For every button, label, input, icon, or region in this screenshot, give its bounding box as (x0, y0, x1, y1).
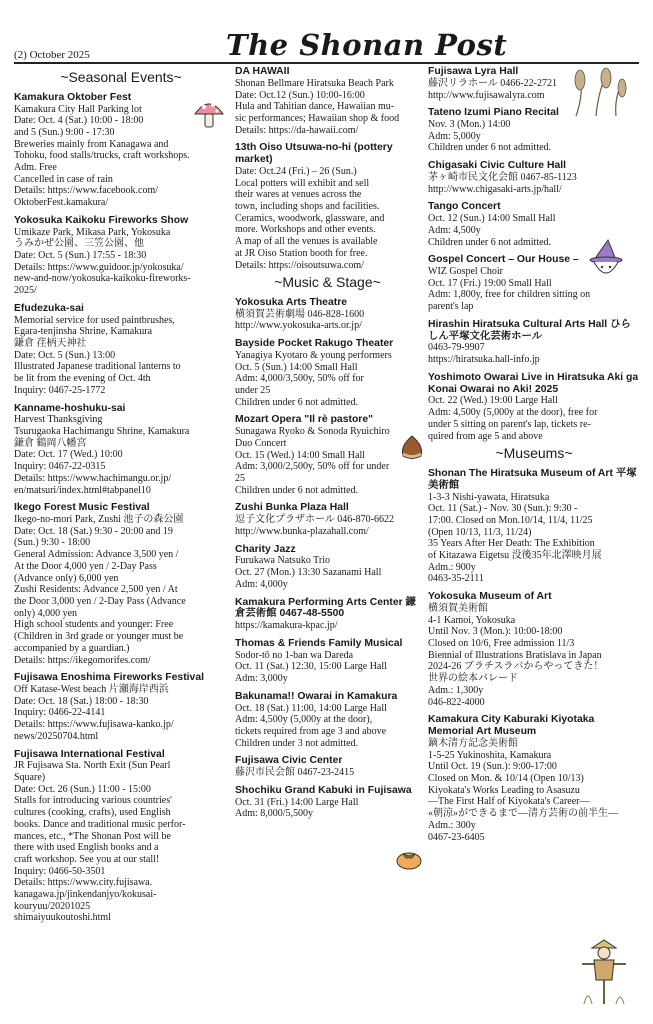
event-item (428, 160, 640, 195)
event-detail-line: Date: Oct. 18 (Sat.) 9:30 - 20:00 and 19 (14, 525, 173, 537)
event-detail-line: accompanied by a guardian.) (14, 642, 130, 654)
issue-date: (2) October 2025 (14, 49, 90, 61)
event-detail-line: 藤沢市民会館 0467-23-2415 (235, 767, 355, 779)
event-detail-line: Square) (14, 772, 46, 784)
event-detail-line: A map of all the venues is available (235, 236, 378, 248)
event-detail-line: Date: Oct. 5 (Sun.) 17:55 - 18:30 (14, 250, 147, 262)
event-detail-line: http://www.chigasaki-arts.jp/hall/ (428, 183, 562, 195)
event-detail-line: Details: https://oisoutsuwa.com/ (235, 259, 364, 271)
event-detail-line: Oct. 31 (Fri.) 14:00 Large Hall (235, 796, 359, 808)
event-detail-line: 0467-23-6405 (428, 831, 485, 843)
event-item (14, 502, 228, 666)
event-detail-line: Details: https://da-hawaii.com/ (235, 124, 359, 136)
event-detail-line: 17:00. Closed on Mon.10/14, 11/4, 11/25 (428, 514, 593, 526)
event-detail-line: http://www.yokosuka-arts.or.jp/ (235, 320, 362, 332)
event-detail-line: Sunagawa Ryoko & Sonoda Ryuichiro (235, 426, 390, 438)
event-detail-line: 藤沢リラホール 0466-22-2721 (428, 77, 557, 89)
event-detail-line: http://www.fujisawalyra.com (428, 89, 545, 101)
event-detail-line: Stalls for introducing various countries' (14, 795, 172, 807)
section-heading-museums: ~Museums~ (495, 445, 573, 462)
event-detail-line: Nov. 3 (Mon.) 14:00 (428, 119, 511, 130)
event-detail-line: Adm.: 300y (428, 819, 476, 831)
pampas-grass-icon (566, 66, 632, 118)
event-detail-line: (Children in 3rd grade or younger must be (14, 631, 184, 643)
event-item (14, 403, 228, 497)
event-item (428, 714, 640, 843)
event-detail-line: 逗子文化プラザホール 046-870-6622 (235, 514, 394, 526)
event-detail-line: Illustrated Japanese traditional lanterns to (14, 361, 181, 373)
event-detail-line: 茅ヶ崎市民文化会館 0467-85-1123 (428, 171, 577, 183)
event-detail-line: うみかぜ公園、三笠公園、他 (14, 238, 144, 250)
event-detail-line: en/matsuri/index.html#tabpanel10 (14, 484, 151, 496)
header-rule (14, 62, 639, 64)
event-detail-line: Inquiry: 0467-22-0315 (14, 461, 106, 473)
event-detail-line: new-and-now/yokosuka-kaikoku-fireworks- (14, 273, 191, 285)
event-detail-line: Zushi Residents: Advance 2,500 yen / At (14, 584, 178, 596)
column-middle (235, 66, 420, 1021)
event-detail-line: Oct. 5 (Sun.) 14:00 Small Hall (235, 361, 358, 373)
event-detail-line: 1-5-25 Yukinoshita, Kamakura (428, 749, 552, 761)
event-detail-line: Adm.: 1,300y (428, 684, 484, 696)
event-detail-line: there with used English books and a (14, 842, 159, 854)
mushroom-icon (192, 96, 226, 130)
event-detail-line: Breweries mainly from Kanagawa and (14, 138, 169, 150)
event-detail-line: Duo Concert (235, 437, 287, 449)
event-item (235, 755, 420, 779)
event-item (235, 338, 420, 408)
event-detail-line: Oct. 27 (Mon.) 13:30 Sazanami Hall (235, 567, 382, 579)
event-item (428, 319, 640, 366)
event-detail-line: Kiyokata's Works Leading to Asasuzu (428, 784, 580, 796)
event-detail-line: under 25 (235, 385, 271, 397)
event-detail-line: Inquiry: 0466-22-4141 (14, 707, 106, 719)
event-detail-line: Date: Oct. 17 (Wed.) 10:00 (14, 449, 123, 461)
event-detail-line: Date: Oct.24 (Fri.) – 26 (Sun.) (235, 165, 357, 177)
event-title: Fujisawa Civic Center (235, 755, 343, 767)
event-detail-line: Adm. Free (14, 162, 57, 174)
event-item (14, 672, 228, 742)
event-detail-line: of Kitazawa Eigetsu 没後35年北澤映月展 (428, 550, 602, 562)
event-title: Kamakura Oktober Fest (14, 91, 132, 103)
event-item (235, 638, 420, 685)
event-detail-line: Biennial of Illustrations Bratislava in Japan (428, 649, 602, 661)
event-item (235, 502, 420, 537)
event-detail-line: Details: https://www.city.fujisawa. (14, 877, 153, 889)
event-title: Zushi Bunka Plaza Hall (235, 502, 349, 514)
event-detail-line: 世界の絵本パレード (428, 673, 518, 685)
event-detail-line: Cancelled in case of rain (14, 173, 113, 185)
event-detail-line: Date: Oct. 5 (Sun.) 13:00 (14, 349, 116, 361)
event-detail-line: Ikego-no-mori Park, Zushi 池子の森公園 (14, 514, 184, 526)
event-detail-line: 0463-35-2111 (428, 573, 484, 585)
event-detail-line: Oct. 17 (Fri.) 19:00 Small Hall (428, 277, 552, 289)
event-detail-line: Details: https://ikegomorifes.com/ (14, 654, 151, 666)
event-detail-line: Adm: 3,000y (235, 673, 288, 685)
event-detail-line: 2024-26 ブラチスラバからやってきた！ (428, 661, 604, 673)
event-detail-line: 横須賀美術館 (428, 602, 488, 614)
event-detail-line: Sodor-tō no 1-ban wa Dareda (235, 649, 354, 661)
event-item (428, 591, 640, 708)
event-detail-line: 鎌倉 鶴岡八幡宮 (14, 437, 87, 449)
newsletter-title: The Shonan Post (226, 28, 508, 62)
event-detail-line: Details: https://www.fujisawa-kanko.jp/ (14, 719, 174, 731)
event-detail-line: Hula and Tahitian dance, Hawaiian mu- (235, 101, 395, 113)
event-detail-line: Yanagiya Kyotaro & young performers (235, 349, 392, 361)
event-detail-line: At the Door 4,000 yen / 2-Day Pass (14, 560, 157, 572)
event-detail-line: Memorial service for used paintbrushes, (14, 314, 175, 326)
event-item (235, 297, 420, 332)
event-detail-line: Oct. 22 (Wed.) 19:00 Large Hall (428, 395, 558, 407)
event-detail-line: Adm: 8,000/5,500y (235, 808, 314, 820)
event-detail-line: 2025/ (14, 285, 37, 297)
event-detail-line: sic performances; Hawaiian shop & food (235, 112, 400, 124)
event-detail-line: Off Katase-West beach 片瀬海岸西浜 (14, 684, 169, 696)
section-heading-music: ~Music & Stage~ (274, 274, 381, 291)
event-detail-line: Shonan Bellmare Hiratsuka Beach Park (235, 77, 394, 89)
event-detail-line: Oct. 11 (Sat.) 12:30, 15:00 Large Hall (235, 661, 387, 673)
event-detail-line: 鏑木清方記念美術館 (428, 737, 518, 749)
event-item (14, 303, 228, 397)
section-heading-seasonal: ~Seasonal Events~ (60, 69, 182, 85)
event-item (235, 544, 420, 591)
event-title: Tango Concert (428, 201, 501, 213)
event-detail-line: Children under 3 not admitted. (235, 737, 359, 749)
event-title: Bakunama!! Owarai in Kamakura (235, 690, 398, 702)
event-detail-line: Inquiry: 0466-50-3501 (14, 865, 106, 877)
event-detail-line: craft workshop. See you at our stall! (14, 853, 160, 865)
event-title: Fujisawa International Festival (14, 748, 165, 760)
event-detail-line: Adm: 4,500y (5,000y at the door), (235, 714, 373, 726)
event-detail-line: —The First Half of Kiyokata's Career— (428, 796, 590, 808)
event-title: Efudezuka-sai (14, 302, 84, 314)
event-detail-line: 25 (235, 473, 245, 485)
event-detail-line: Oct. 11 (Sat.) - Nov. 30 (Sun.): 9:30 - (428, 503, 578, 515)
event-detail-line: Until Oct. 19 (Sun.): 9:00-17:00 (428, 761, 557, 773)
event-detail-line: Ceramics, woodwork, glassware, and (235, 212, 385, 224)
event-item (235, 597, 420, 632)
event-detail-line: be lit from the evening of Oct. 4th (14, 373, 151, 385)
event-detail-line: Adm: 5,000y (428, 130, 481, 142)
event-detail-line: (Open 10/13, 11/3, 11/24) (428, 526, 532, 538)
event-detail-line: under 5 sitting on parent's lap, tickets re- (428, 418, 591, 430)
event-detail-line: Children under 6 not admitted. (428, 236, 552, 248)
event-title: Gospel Concert – Our House – (428, 254, 579, 266)
event-detail-line: only) 4,000 yen (14, 607, 78, 619)
museum-list (428, 468, 640, 843)
event-detail-line: Inquiry: 0467-25-1772 (14, 384, 106, 396)
event-detail-line: the Door 3,000 yen / 2-Day Pass (Advance (14, 596, 186, 607)
event-detail-line: 1-3-3 Nishi-yawata, Hiratsuka (428, 491, 550, 503)
event-detail-line: Details: https://www.hachimangu.or.jp/ (14, 472, 172, 484)
event-detail-line: 35 Years After Her Death: The Exhibition (428, 538, 595, 550)
event-detail-line: tickets required from age 3 and above (235, 725, 387, 737)
event-title: Charity Jazz (235, 543, 296, 555)
event-detail-line: 横須賀芸術劇場 046-828-1600 (235, 308, 365, 320)
event-detail-line: «朝涼»ができるまで—清方芸術の前半生— (428, 808, 618, 820)
event-detail-line: Harvest Thanksgiving (14, 414, 103, 426)
event-detail-line: Closed on Mon. & 10/14 (Open 10/13) (428, 772, 584, 784)
event-title: Kamakura Performing Arts Center 鎌倉芸術館 0467-48-5500 (235, 596, 416, 620)
event-detail-line: more. Workshops and other events. (235, 224, 376, 236)
event-detail-line: shimaiyuukoutoshi.html (14, 912, 111, 924)
event-detail-line: General Admission: Advance 3,500 yen / (14, 549, 179, 561)
event-detail-line: (Sun.) 9:30 - 18:00 (14, 537, 91, 549)
event-detail-line: Oct. 15 (Wed.) 14:00 Small Hall (235, 449, 366, 461)
event-detail-line: Adm: 1,800y, free for children sitting on (428, 289, 591, 301)
event-detail-line: town, including shops and facilities. (235, 201, 380, 213)
event-title: Mozart Opera "Il rè pastore" (235, 414, 374, 426)
event-detail-line: Children under 6 not admitted. (428, 142, 552, 154)
event-detail-line: OktoberFest.kamakura/ (14, 197, 109, 209)
event-detail-line: https://hiratsuka.hall-info.jp (428, 354, 540, 366)
event-detail-line: Adm.: 900y (428, 561, 476, 573)
event-item (428, 468, 640, 585)
event-item (235, 785, 420, 820)
event-detail-line: https://kamakura-kpac.jp/ (235, 620, 338, 632)
persimmon-icon (395, 848, 423, 870)
event-detail-line: Date: Oct. 18 (Sat.) 18:00 - 18:30 (14, 695, 149, 707)
music-venues (235, 297, 420, 820)
event-detail-line: news/20250704.html (14, 730, 99, 742)
event-detail-line: Tohoku, food stalls/trucks, craft workshops. (14, 150, 190, 162)
event-title: Bayside Pocket Rakugo Theater (235, 338, 394, 350)
event-detail-line: Furukawa Natsuko Trio (235, 555, 331, 567)
event-detail-line: JR Fujisawa Sta. North Exit (Sun Pearl (14, 760, 171, 772)
event-title: Ikego Forest Music Festival (14, 502, 150, 514)
event-detail-line: books. Dance and traditional music perfor- (14, 818, 186, 830)
event-item (428, 372, 640, 442)
event-item (235, 414, 420, 496)
event-detail-line: Umikaze Park, Mikasa Park, Yokosuka (14, 226, 171, 238)
column-right (428, 66, 640, 1021)
event-detail-line: Children under 6 not admitted. (235, 396, 359, 408)
event-detail-line: and 5 (Sun.) 9:00 - 17:30 (14, 126, 115, 138)
event-detail-line: Until Nov. 3 (Mon.): 10:00-18:00 (428, 626, 563, 638)
event-detail-line: Adm: 4,000/3,500y, 50% off for (235, 373, 364, 385)
event-item (14, 749, 228, 925)
event-detail-line: their wares at venues across the (235, 189, 362, 201)
event-detail-line: 鎌倉 荏柄天神社 (14, 338, 87, 350)
event-detail-line: Adm: 4,500y (5,000y at the door), free for (428, 407, 598, 419)
witch-hat-ghost-icon (586, 238, 626, 282)
middle-events (235, 66, 420, 271)
event-detail-line: kouryuu/20201025 (14, 900, 91, 912)
event-title: Thomas & Friends Family Musical (235, 637, 403, 649)
event-detail-line: Tsurugaoka Hachimangu Shrine, Kamakura (14, 426, 190, 438)
event-detail-line: (Advance only) 6,000 yen (14, 572, 119, 584)
event-detail-line: quired from age 5 and above (428, 430, 543, 442)
event-detail-line: Adm: 4,500y (428, 224, 481, 236)
event-detail-line: Details: https://www.facebook.com/ (14, 185, 159, 197)
event-item (235, 142, 420, 271)
event-item (235, 691, 420, 750)
event-title: Fujisawa Lyra Hall (428, 66, 519, 77)
event-detail-line: Adm: 4,000y (235, 578, 288, 590)
event-detail-line: cultures (cooking, crafts), used English (14, 807, 171, 819)
event-title: Shochiku Grand Kabuki in Fujisawa (235, 784, 412, 796)
event-detail-line: Local potters will exhibit and sell (235, 177, 370, 189)
event-detail-line: http://www.bunka-plazahall.com/ (235, 525, 369, 537)
event-detail-line: Date: Oct. 26 (Sun.) 11:00 - 15:00 (14, 783, 151, 795)
event-detail-line: parent's lap (428, 301, 474, 313)
event-title: Kamakura City Kaburaki Kiyotaka Memorial Art Museum (428, 714, 595, 738)
event-detail-line: Details: https://www.guidoor.jp/yokosuka/ (14, 261, 184, 273)
event-detail-line: WIZ Gospel Choir (428, 266, 503, 278)
event-detail-line: mances, etc., *The Shonan Post will be (14, 830, 171, 842)
column-seasonal (14, 66, 228, 1021)
event-title: Yokosuka Kaikoku Fireworks Show (14, 214, 189, 226)
event-title: Yokosuka Museum of Art (428, 591, 552, 603)
event-detail-line: Children under 6 not admitted. (235, 484, 359, 496)
event-detail-line: Date: Oct. 4 (Sat.) 10:00 - 18:00 (14, 115, 144, 127)
event-detail-line: Date: Oct.12 (Sun.) 10:00-16:00 (235, 89, 365, 101)
event-title: Fujisawa Enoshima Fireworks Festival (14, 672, 204, 684)
event-title: 13th Oiso Utsuwa-no-hi (pottery market) (235, 142, 393, 166)
chestnut-icon (398, 434, 426, 462)
event-detail-line: High school students and younger: Free (14, 619, 174, 631)
scarecrow-icon (578, 938, 630, 1006)
event-detail-line: Oct. 18 (Sat.) 11:00, 14:00 Large Hall (235, 702, 387, 714)
event-title: Yokosuka Arts Theatre (235, 296, 348, 308)
event-detail-line: 4-1 Kamoi, Yokosuka (428, 614, 516, 626)
event-detail-line: Closed on 10/6, Free admission 11/3 (428, 638, 575, 650)
event-detail-line: 046-822-4000 (428, 696, 485, 708)
event-title: Chigasaki Civic Culture Hall (428, 160, 567, 172)
event-title: Yoshimoto Owarai Live in Hiratsuka Aki ga Konai Owarai no Aki! 2025 (428, 371, 639, 395)
event-title: Kanname-hoshuku-sai (14, 402, 126, 414)
event-detail-line: at JR Oiso Station booth for free. (235, 247, 368, 259)
seasonal-events (14, 92, 228, 924)
event-title: Tateno Izumi Piano Recital (428, 107, 559, 119)
event-title: DA HAWAII (235, 66, 290, 77)
event-detail-line: Oct. 12 (Sun.) 14:00 Small Hall (428, 213, 556, 225)
event-detail-line: Kamakura City Hall Parking lot (14, 103, 142, 115)
event-title: Shonan The Hiratsuka Museum of Art 平塚美術館 (428, 467, 637, 491)
event-detail-line: Adm: 3,000/2,500y, 50% off for under (235, 461, 390, 473)
event-detail-line: 0463-79-9907 (428, 342, 485, 354)
event-title: Hirashin Hiratsuka Cultural Arts Hall ひらしん平塚文化芸術ホール (428, 318, 631, 342)
event-detail-line: Egara-tenjinsha Shrine, Kamakura (14, 326, 153, 338)
event-detail-line: kanagawa.jp/jinkendanjyo/kokusai- (14, 889, 157, 901)
event-item (14, 215, 228, 297)
event-item (235, 66, 420, 136)
